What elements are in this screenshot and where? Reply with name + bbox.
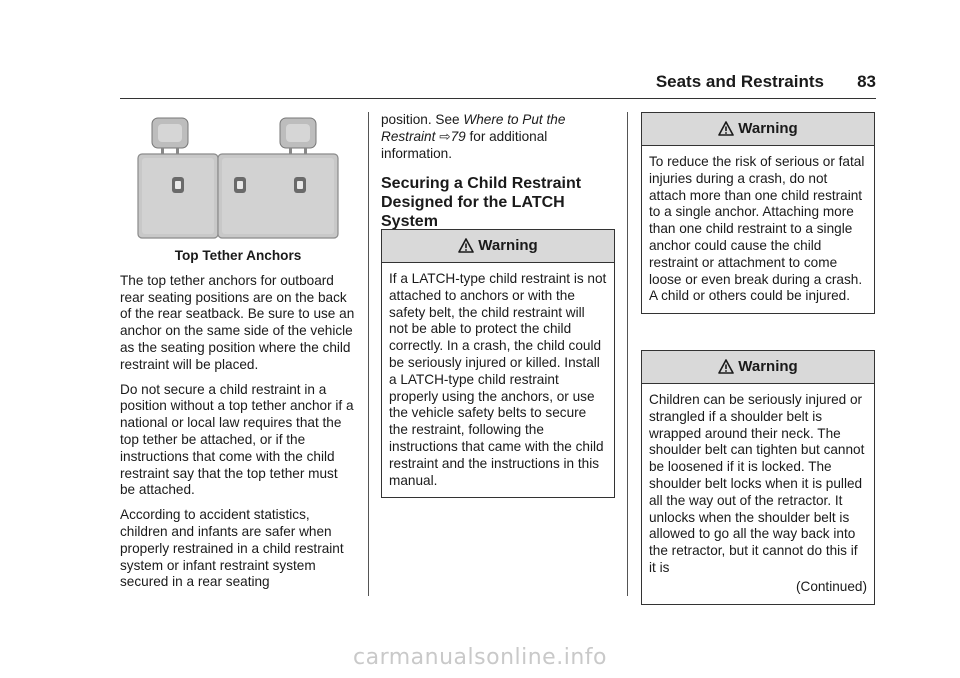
paragraph-2: Do not secure a child restraint in a position without a top tether anchor if a national or local law requires that the top tether be attached, or if the instructions that come with the child restraint say that the top tether must be attached.: [120, 381, 354, 498]
figure-caption: Top Tether Anchors: [174, 248, 302, 263]
rear-seat-illustration: [120, 112, 356, 242]
header-rule: [120, 98, 876, 99]
warning-text: To reduce the risk of serious or fatal injuries during a crash, do not attach more than one child restraint to a single anchor. Attaching more than one child restraint to a single anchor could cause the child restraint or attachment to come loose or even break during a crash. A child or others could be injured.: [649, 154, 865, 304]
warning-icon: [718, 121, 734, 137]
warning-box-latch: [381, 229, 615, 498]
warning-header: [642, 113, 874, 146]
warning-body: [642, 384, 874, 604]
xref-page[interactable]: 79: [450, 128, 466, 144]
warning-text: If a LATCH-type child restraint is not attached to anchors or with the safety belt, the child restraint will not be able to protect the child correctly. In a crash, the child could be seriously injured or killed. Install a LATCH-type child restraint properly using the anchors, or use the vehicle safety belts to secure the restraint, following the instructions that came with the child restraint and the instructions in this manual.: [389, 271, 607, 488]
warning-title: Warning: [738, 357, 798, 375]
watermark: carmanualsonline.info: [353, 645, 607, 670]
warning-text: Children can be seriously injured or strangled if a shoulder belt is wrapped around their neck. The shoulder belt can tighten but cannot be loosened if it is locked. The shoulder belt locks when it is pulled all the way out of the retractor. It unlocks when the shoulder belt is allowed to go all the way back into the retractor, but it cannot do this if it is: [649, 392, 865, 575]
continued-label: (Continued): [795, 578, 867, 594]
warning-header: [642, 351, 874, 384]
warning-title: Warning: [738, 119, 798, 137]
rear-seat-drawing: [120, 112, 356, 242]
section-subheading: Securing a Child Restraint Designed for the LATCH System: [381, 175, 582, 231]
left-column: [120, 112, 356, 599]
column-divider-left: [368, 112, 369, 596]
paragraph-1: The top tether anchors for outboard rear seating positions are on the back of the rear seatback. Be sure to use an anchor on the same side of the vehicle as the seating position where the child restraint will be placed.: [120, 272, 355, 372]
cross-reference-paragraph: [381, 112, 615, 162]
xref-outro: for additional information.: [381, 128, 548, 161]
middle-column: [381, 112, 615, 245]
paragraph-3: According to accident statistics, children and infants are safer when properly restrained in a child restraint system or infant restraint system secured in a rear seating: [120, 507, 344, 590]
page-header: [120, 72, 876, 94]
arrow-icon: ⇨: [439, 128, 451, 144]
warning-box-shoulder-belt: [641, 350, 875, 605]
column-divider-right: [627, 112, 628, 596]
section-title: Seats and Restraints: [655, 72, 824, 91]
warning-icon: [718, 359, 734, 375]
warning-header: [382, 230, 614, 263]
page-number: 83: [857, 72, 876, 91]
warning-title: Warning: [478, 236, 538, 254]
xref-link[interactable]: Where to Put the Restraint: [381, 112, 566, 144]
warning-icon: [458, 238, 474, 254]
xref-intro: position. See: [381, 112, 464, 127]
warning-box-single-anchor: [641, 112, 875, 314]
